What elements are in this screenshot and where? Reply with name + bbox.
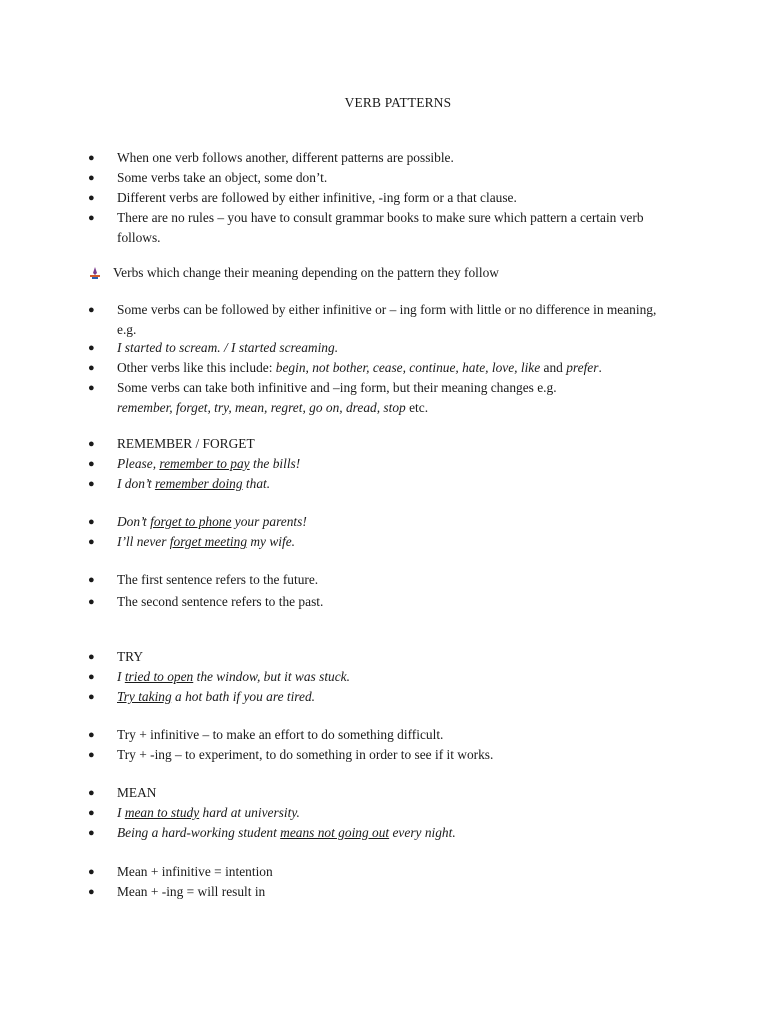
- bullet-icon: ●: [88, 807, 95, 819]
- bullet-icon: ●: [88, 729, 95, 741]
- bullet-icon: ●: [88, 749, 95, 761]
- bullet-icon: ●: [88, 362, 95, 374]
- bullet-icon: ●: [88, 516, 95, 528]
- bullet-icon: ●: [88, 787, 95, 799]
- bullet-icon: ●: [88, 886, 95, 898]
- bullet-icon: ●: [88, 382, 95, 394]
- bullet-icon: ●: [88, 596, 95, 608]
- page-title: VERB PATTERNS: [344, 95, 452, 110]
- bullet-icon: ●: [88, 192, 95, 204]
- bullet-icon: ●: [88, 304, 95, 316]
- bullet-icon: ●: [88, 458, 95, 470]
- bullet-icon: ●: [88, 536, 95, 548]
- bullet-icon: ●: [88, 152, 95, 164]
- bullet-icon: ●: [88, 212, 95, 224]
- bullet-icon: ●: [88, 651, 95, 663]
- bullet-icon: ●: [88, 827, 95, 839]
- bullet-icon: ●: [88, 691, 95, 703]
- bullet-icon: ●: [88, 172, 95, 184]
- verbs-like-this: Other verbs like this include: begin, not bother, cease, continue, hate, love, like and prefer.: [117, 360, 602, 375]
- bullet-icon: ●: [88, 671, 95, 683]
- bullet-icon: ●: [88, 342, 95, 354]
- bullet-icon: ●: [88, 438, 95, 450]
- bullet-icon: ●: [88, 866, 95, 878]
- bullet-icon: ●: [88, 478, 95, 490]
- pen-nib-icon: [88, 266, 102, 280]
- bullet-icon: ●: [88, 574, 95, 586]
